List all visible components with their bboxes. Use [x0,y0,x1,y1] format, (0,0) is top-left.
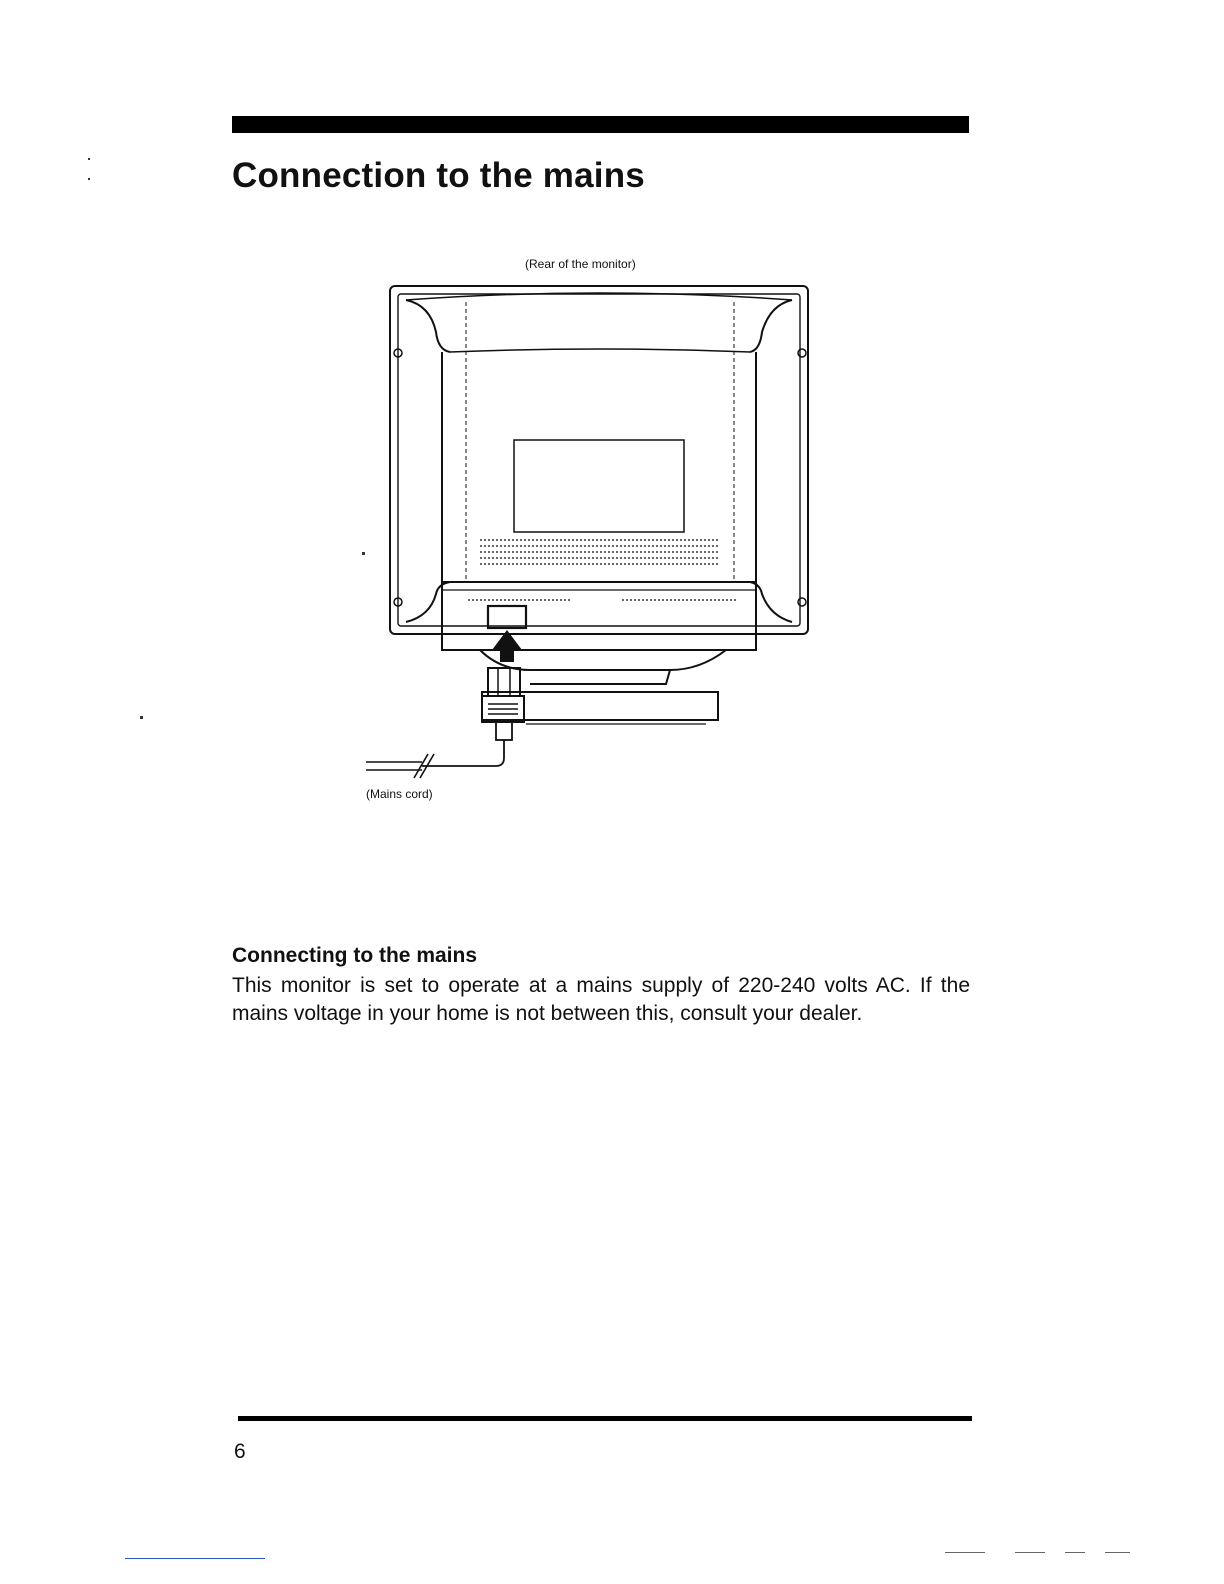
page-number: 6 [234,1440,246,1463]
section-body: This monitor is set to operate at a mains supply of 220-240 volts AC. If the mains voltage in your home is not between this, consult your dealer. [232,974,970,1025]
monitor-rear-illustration [350,250,830,810]
mounting-screws [394,349,806,606]
page-title: Connection to the mains [232,156,645,195]
scan-speck [140,716,143,719]
rating-label-area [514,440,684,532]
scan-speck [88,158,90,160]
cabinet-shoulder-left [406,300,450,352]
scan-speck [1015,1552,1045,1553]
ventilation-slots [468,540,736,600]
scan-speck [362,552,365,555]
top-rule [232,116,969,133]
cabinet-shoulder-right [750,300,792,352]
rear-base-housing [442,582,756,650]
scan-speck [88,178,90,180]
mains-cord [422,740,504,766]
scan-speck [945,1552,985,1553]
bottom-rule [238,1416,972,1421]
monitor-rear-diagram [350,250,830,810]
scan-speck [1105,1552,1130,1553]
section-heading: Connecting to the mains [232,944,478,967]
scan-speck [1065,1552,1085,1553]
figure-caption-cord: (Mains cord) [366,787,433,801]
scan-edge-line [125,1558,265,1559]
figure-caption-rear: (Rear of the monitor) [525,257,636,271]
mains-inlet-socket [488,606,526,628]
